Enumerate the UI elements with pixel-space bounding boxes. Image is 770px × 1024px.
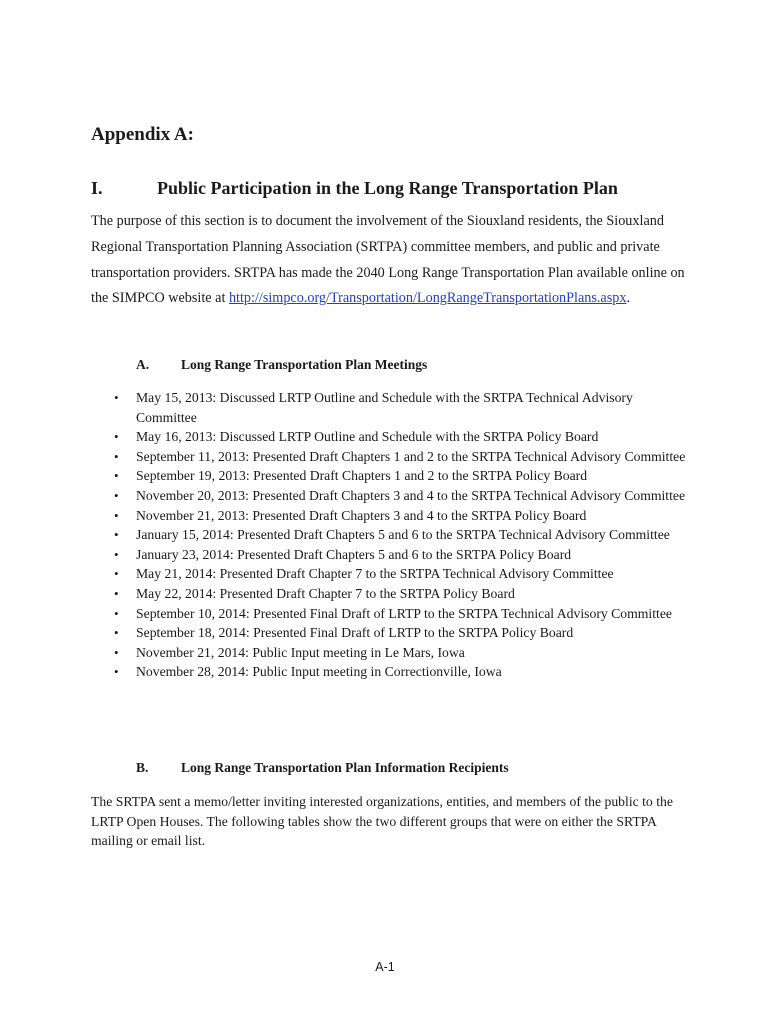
list-item [114, 506, 696, 526]
bullet-icon: • [114, 468, 119, 484]
meeting-text: November 21, 2013: Presented Draft Chapters 3 and 4 to the SRTPA Policy Board [136, 507, 587, 523]
page-number: A-1 [375, 960, 395, 974]
meetings-list [114, 388, 696, 682]
list-item [114, 564, 696, 584]
meeting-text: November 21, 2014: Public Input meeting in Le Mars, Iowa [136, 644, 465, 660]
meeting-text: May 15, 2013: Discussed LRTP Outline and Schedule with the SRTPA Technical Advisory Committee [136, 390, 633, 425]
subsection-a-heading [136, 357, 427, 373]
list-item [114, 623, 696, 643]
bullet-icon: • [114, 390, 119, 405]
section-title: Public Participation in the Long Range Transportation Plan [157, 178, 618, 198]
appendix-title: Appendix A: [91, 124, 194, 145]
meeting-text: November 20, 2013: Presented Draft Chapters 3 and 4 to the SRTPA Technical Advisory Committee [136, 487, 686, 503]
bullet-icon: • [114, 585, 119, 601]
bullet-icon: • [114, 605, 119, 621]
list-item [114, 427, 696, 447]
meeting-text: September 18, 2014: Presented Final Draft of LRTP to the SRTPA Policy Board [136, 625, 574, 641]
list-item [114, 388, 696, 427]
meeting-text: January 23, 2014: Presented Draft Chapters 5 and 6 to the SRTPA Policy Board [136, 546, 572, 562]
meeting-text: September 10, 2014: Presented Final Draft of LRTP to the SRTPA Technical Advisory Committee [136, 605, 672, 621]
subsection-a-letter: A. [136, 357, 150, 372]
bullet-icon: • [114, 566, 119, 582]
subsection-b-title: Long Range Transportation Plan Information Recipients [181, 760, 509, 775]
list-item [114, 525, 696, 545]
list-item [114, 545, 696, 565]
bullet-icon: • [114, 625, 119, 641]
bullet-icon: • [114, 527, 119, 543]
list-item [114, 466, 696, 486]
intro-text: The purpose of this section is to document the involvement of the Siouxland residents, the Siouxland Regional Transportation Planning Association (SRTPA) committee members, and public and private transportation providers. SRTPA has made the 2040 Long Range Transportation Plan available online on the SIMPCO website at [91, 213, 685, 307]
section-number: I. [91, 178, 103, 198]
meeting-text: May 21, 2014: Presented Draft Chapter 7 to the SRTPA Technical Advisory Committee [136, 566, 614, 582]
intro-end: . [626, 290, 630, 307]
section-heading [91, 178, 618, 199]
meeting-text: January 15, 2014: Presented Draft Chapters 5 and 6 to the SRTPA Technical Advisory Committee [136, 527, 670, 543]
subsection-b-letter: B. [136, 760, 149, 775]
list-item [114, 486, 696, 506]
meeting-text: May 22, 2014: Presented Draft Chapter 7 to the SRTPA Policy Board [136, 585, 515, 601]
subsection-a-title: Long Range Transportation Plan Meetings [181, 357, 428, 372]
bullet-icon: • [114, 507, 119, 523]
bullet-icon: • [114, 429, 119, 445]
bullet-icon: • [114, 487, 119, 503]
list-item [114, 604, 696, 624]
list-item [114, 584, 696, 604]
bullet-icon: • [114, 546, 119, 562]
list-item [114, 643, 696, 663]
meeting-text: November 28, 2014: Public Input meeting in Correctionville, Iowa [136, 664, 502, 680]
intro-paragraph [91, 209, 701, 312]
bullet-icon: • [114, 664, 119, 680]
list-item [114, 447, 696, 467]
bullet-icon: • [114, 448, 119, 464]
list-item [114, 662, 696, 682]
bullet-icon: • [114, 644, 119, 660]
meeting-text: September 11, 2013: Presented Draft Chapters 1 and 2 to the SRTPA Technical Advisory Committee [136, 448, 686, 464]
meeting-text: September 19, 2013: Presented Draft Chapters 1 and 2 to the SRTPA Policy Board [136, 468, 588, 484]
meeting-text: May 16, 2013: Discussed LRTP Outline and Schedule with the SRTPA Policy Board [136, 429, 599, 445]
closing-paragraph: The SRTPA sent a memo/letter inviting interested organizations, entities, and members of the public to the LRTP Open Houses. The following tables show the two different groups that were on either the SRTPA mailing or email list. [91, 794, 673, 849]
simpco-link[interactable]: http://simpco.org/Transportation/LongRangeTransportationPlans.aspx [228, 290, 627, 307]
subsection-b-heading [136, 760, 509, 776]
